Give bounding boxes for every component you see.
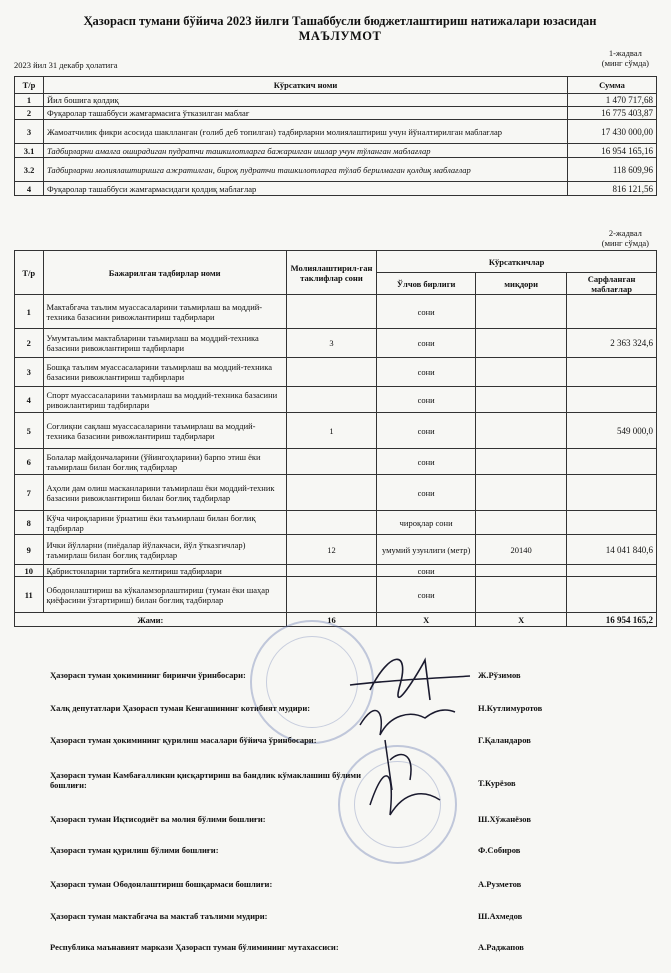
row-spent <box>567 295 657 329</box>
table-2 <box>14 250 657 627</box>
table-row <box>15 94 657 107</box>
row-count <box>286 449 376 475</box>
row-count: 3 <box>286 329 376 358</box>
row-spent <box>567 387 657 413</box>
row-sum: 118 609,96 <box>568 158 657 182</box>
row-qty <box>476 577 567 613</box>
table-row <box>15 182 657 196</box>
signatory-position: Халқ депутатлари Ҳазорасп туман Кенгашининг котибият мудири: <box>50 703 311 713</box>
total-spent: 16 954 165,2 <box>567 613 657 627</box>
row-name: Бошқа таълим муассасаларини таъмирлаш ва моддий-техника базасини ривожлантириш тадбирлари <box>43 358 286 387</box>
table1-header-name: Кўрсаткич номи <box>44 77 568 94</box>
signatory-name: Т.Курёзов <box>478 778 516 788</box>
table2-header-indicators: Кўрсаткичлар <box>377 251 657 273</box>
row-name: Жамоатчилик фикри асосида шаклланган (ғолиб деб топилган) тадбирларни молиялаштириш учун йўналтирилган маблағлар <box>44 120 568 144</box>
table2-header-unit: Ўлчов бирлиги <box>377 273 476 295</box>
table2-label <box>602 228 649 248</box>
row-count <box>286 511 376 535</box>
row-spent <box>567 565 657 577</box>
row-num: 7 <box>15 475 44 511</box>
row-unit: чироқлар сони <box>377 511 476 535</box>
row-sum: 816 121,56 <box>568 182 657 196</box>
table2-header-spent: Сарфланган маблағлар <box>567 273 657 295</box>
row-name: Қабристонларни тартибга келтириш тадбирлари <box>43 565 286 577</box>
row-name: Фуқаролар ташаббуси жамғармасига ўтказилган маблағ <box>44 107 568 120</box>
row-count: 12 <box>286 535 376 565</box>
row-count <box>286 295 376 329</box>
table-row <box>15 535 657 565</box>
row-num: 1 <box>15 295 44 329</box>
row-num: 6 <box>15 449 44 475</box>
row-name: Ободонлаштириш ва кўкаламзорлаштириш (туман ёки шаҳар қиёфасини ўзгартириш) билан боғлиқ тадбирлар <box>43 577 286 613</box>
table1-header-sum: Сумма <box>568 77 657 94</box>
row-sum: 17 430 000,00 <box>568 120 657 144</box>
table-row <box>15 107 657 120</box>
row-num: 5 <box>15 413 44 449</box>
table2-header-qty: миқдори <box>476 273 567 295</box>
row-name: Мактабгача таълим муассасаларини таъмирлаш ва моддий-техника базасини ривожлантириш тадбирлари <box>43 295 286 329</box>
row-num: 11 <box>15 577 44 613</box>
row-name: Соғлиқни сақлаш муассасаларини таъмирлаш ва моддий-техника базасини ривожлантириш тадбирлари <box>43 413 286 449</box>
table-row <box>15 158 657 182</box>
signatory-position: Ҳазорасп туман Иқтисодиёт ва молия бўлими бошлиғи: <box>50 814 266 824</box>
row-count <box>286 565 376 577</box>
table2-label-unit: (минг сўмда) <box>601 238 649 248</box>
table1-label-number: 1-жадвал <box>608 48 642 58</box>
table1-label <box>602 48 649 68</box>
row-unit: сони <box>377 413 476 449</box>
row-count: 1 <box>286 413 376 449</box>
row-spent: 14 041 840,6 <box>567 535 657 565</box>
row-spent <box>567 449 657 475</box>
row-num: 3 <box>15 120 44 144</box>
signatory-name: А.Раджапов <box>478 942 524 952</box>
table-row <box>15 475 657 511</box>
signatory-name: Ф.Собиров <box>478 845 521 855</box>
row-num: 8 <box>15 511 44 535</box>
row-sum: 1 470 717,68 <box>568 94 657 107</box>
table-row <box>15 413 657 449</box>
row-count <box>286 577 376 613</box>
row-num: 4 <box>15 182 44 196</box>
document-title <box>40 14 640 44</box>
row-num: 3.1 <box>15 144 44 158</box>
table-row <box>15 120 657 144</box>
row-num: 10 <box>15 565 44 577</box>
table2-label-number: 2-жадвал <box>608 228 642 238</box>
row-qty <box>476 329 567 358</box>
row-name: Кўча чироқларини ўрнатиш ёки таъмирлаш билан боғлиқ тадбирлар <box>43 511 286 535</box>
signatory-name: Г.Қаландаров <box>478 735 531 745</box>
total-label: Жами: <box>15 613 287 627</box>
row-name: Тадбирларни молиялаштиришга ажратилган, бироқ пудратчи ташкилотларга тўлаб берилмаган қолдиқ маблағлар <box>44 158 568 182</box>
row-spent <box>567 577 657 613</box>
row-qty <box>476 511 567 535</box>
row-sum: 16 775 403,87 <box>568 107 657 120</box>
row-num: 4 <box>15 387 44 413</box>
row-count <box>286 475 376 511</box>
table-row <box>15 295 657 329</box>
row-num: 3 <box>15 358 44 387</box>
row-spent <box>567 475 657 511</box>
signatory-position: Ҳазорасп туман қурилиш бўлими бошлиғи: <box>50 845 219 855</box>
signatory-name: Ж.Рўзимов <box>478 670 521 680</box>
table-row <box>15 577 657 613</box>
row-qty <box>476 387 567 413</box>
row-unit: сони <box>377 577 476 613</box>
table-row <box>15 144 657 158</box>
row-name: Йил бошига қолдиқ <box>44 94 568 107</box>
table1-date: 2023 йил 31 декабр ҳолатига <box>14 60 118 70</box>
table-row <box>15 358 657 387</box>
signatory-position: Ҳазорасп туман мактабгача ва мактаб таълими мудири: <box>50 911 268 921</box>
row-num: 2 <box>15 107 44 120</box>
row-qty <box>476 295 567 329</box>
row-count <box>286 358 376 387</box>
row-name: Болалар майдончаларини (ўйингоҳларини) барпо этиш ёки таъмирлаш билан боғлиқ тадбирлар <box>43 449 286 475</box>
table1-label-unit: (минг сўмда) <box>601 58 649 68</box>
row-spent <box>567 511 657 535</box>
total-count: 16 <box>286 613 376 627</box>
row-name: Фуқаролар ташаббуси жамғармасидаги қолдиқ маблағлар <box>44 182 568 196</box>
table2-header-count: Молиялаштирил-ган таклифлар сони <box>286 251 376 295</box>
table-row <box>15 565 657 577</box>
table-row <box>15 511 657 535</box>
row-sum: 16 954 165,16 <box>568 144 657 158</box>
signatory-position: Ҳазорасп туман ҳокимининг биринчи ўринбосари: <box>50 670 246 680</box>
row-qty <box>476 475 567 511</box>
signatory-position: Ҳазорасп туман ҳокимининг қурилиш масалари бўйича ўринбосари: <box>50 735 317 745</box>
row-qty <box>476 358 567 387</box>
row-num: 9 <box>15 535 44 565</box>
row-unit: сони <box>377 295 476 329</box>
row-unit: сони <box>377 387 476 413</box>
table2-header-name: Бажарилган тадбирлар номи <box>43 251 286 295</box>
row-qty <box>476 565 567 577</box>
row-spent <box>567 358 657 387</box>
title-line-2: МАЪЛУМОТ <box>298 29 382 43</box>
row-unit: сони <box>377 329 476 358</box>
row-count <box>286 387 376 413</box>
row-qty: 20140 <box>476 535 567 565</box>
row-unit: сони <box>377 358 476 387</box>
row-qty <box>476 449 567 475</box>
total-unit: Х <box>377 613 476 627</box>
signatory-position: Республика маънавият маркази Ҳазорасп туман бўлимининг мутахассиси: <box>50 942 339 952</box>
title-line-1: Ҳазорасп тумани бўйича 2023 йилги Ташаббусли бюджетлаштириш натижалари юзасидан <box>83 14 597 28</box>
row-name: Ички йўлларни (пиёдалар йўлакчаси, йўл ўтказгичлар) таъмирлаш билан боғлиқ тадбирлар <box>43 535 286 565</box>
signatory-name: Ш.Ахмедов <box>478 911 523 921</box>
row-spent: 549 000,0 <box>567 413 657 449</box>
row-name: Умумтаълим мактабларини таъмирлаш ва моддий-техника базасини ривожлантириш тадбирлари <box>43 329 286 358</box>
table1-header-num: Т/р <box>15 77 44 94</box>
table-row <box>15 329 657 358</box>
signatory-name: Ш.Хўжанёзов <box>478 814 531 824</box>
table-row <box>15 387 657 413</box>
row-unit: сони <box>377 475 476 511</box>
row-qty <box>476 413 567 449</box>
table2-header-num: Т/р <box>15 251 44 295</box>
row-num: 1 <box>15 94 44 107</box>
row-name: Спорт муассасаларини таъмирлаш ва моддий-техника базасини ривожлантириш тадбирлари <box>43 387 286 413</box>
table-1 <box>14 76 657 196</box>
row-name: Аҳоли дам олиш масканларини таъмирлаш ёки моддий-техник базасини ривожлантириш билан боғлиқ тадбирлар <box>43 475 286 511</box>
signatory-position: Ҳазорасп туман Ободонлаштириш бошқармаси бошлиғи: <box>50 879 273 889</box>
row-num: 2 <box>15 329 44 358</box>
signatory-name: Н.Кутлимуротов <box>478 703 543 713</box>
signatory-position: Ҳазорасп туман Камбағалликни қисқартириш ва бандлик кўмаклашиш бўлими бошлиғи: <box>50 770 361 790</box>
row-name: Тадбирларни амалга оширадиган пудратчи ташкилотларга бажарилган ишлар учун тўланган маблағлар <box>44 144 568 158</box>
row-spent: 2 363 324,6 <box>567 329 657 358</box>
row-unit: умумий узунлиги (метр) <box>377 535 476 565</box>
signatory-name: А.Рузметов <box>478 879 522 889</box>
row-num: 3.2 <box>15 158 44 182</box>
total-qty: Х <box>476 613 567 627</box>
row-unit: сони <box>377 565 476 577</box>
row-unit: сони <box>377 449 476 475</box>
table-row <box>15 449 657 475</box>
